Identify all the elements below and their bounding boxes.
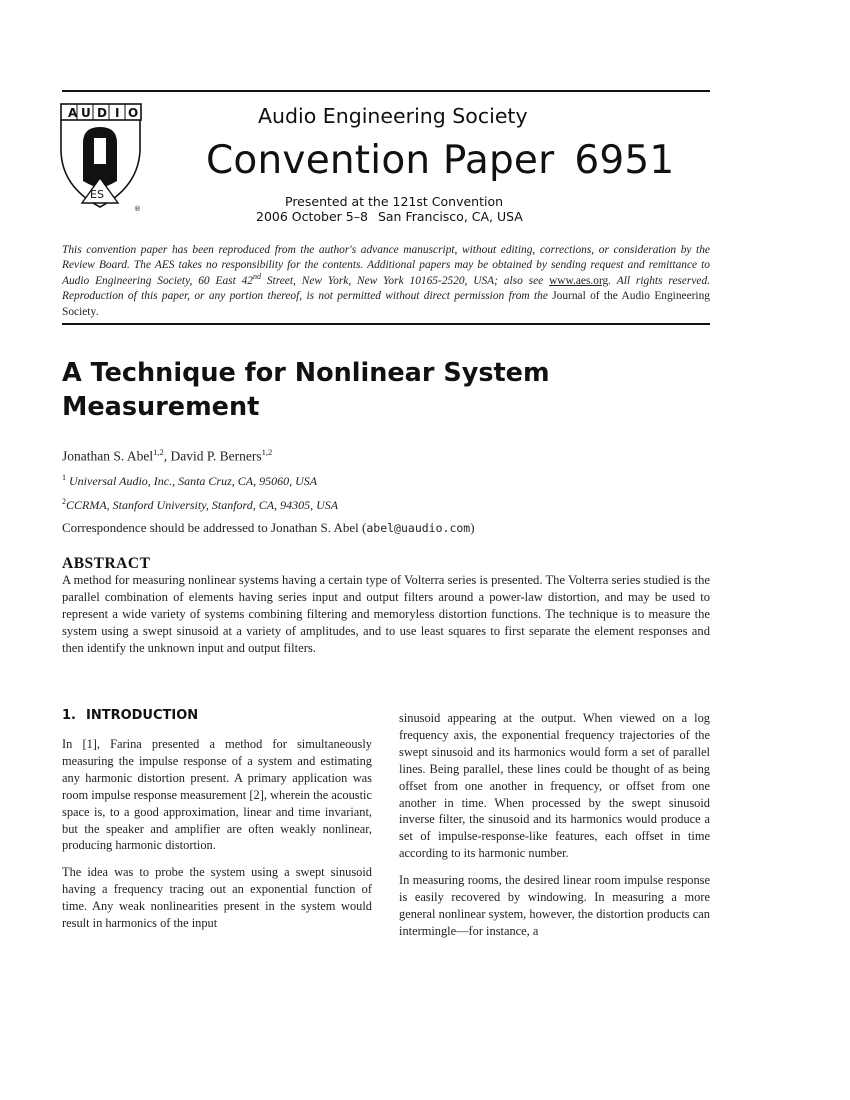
convention-paper-title [206, 138, 674, 183]
header-bottom-rule [62, 323, 710, 325]
abstract-text: A method for measuring nonlinear systems having a certain type of Volterra series is presented. The Volterra series studied is the parallel combination of elements having series input and output filters around a power-law distortion, and may be used to represent a wide variety of systems combining filtering and memoryless distortion functions. The technique is to measure the system using a swept sinusoid at a variety of amplitudes, and to use least squares to first separate the element responses and then identify the unknown input and output filters. [62, 573, 710, 656]
paper-number: 6951 [574, 138, 675, 183]
section-title: INTRODUCTION [85, 708, 199, 723]
paper-title-line-1: A Technique for Nonlinear System [62, 358, 550, 388]
logo-letter-a: A [68, 106, 78, 120]
author-1: Jonathan S. Abel [62, 448, 154, 464]
aes-logo-graphic [60, 103, 142, 215]
presented-line: Presented at the 121st Convention [285, 194, 504, 209]
disclaimer-line-5-end: . [96, 305, 100, 318]
author-1-affil: 1,2 [153, 447, 164, 457]
correspondence [62, 520, 475, 536]
paper-type: Convention Paper [206, 138, 555, 183]
logo-letter-d: D [97, 106, 107, 120]
logo-letter-u: U [81, 106, 91, 120]
aes-website-link[interactable]: www.aes.org [549, 274, 609, 287]
disclaimer-line-5: not permitted without direct permission from the [318, 290, 553, 303]
correspondence-text: Correspondence should be addressed to Jonathan S. Abel ( [62, 520, 367, 535]
ordinal-superscript: nd [253, 272, 261, 282]
section-heading-introduction [62, 708, 198, 723]
paper-title [62, 356, 702, 424]
affiliation-1-text: Universal Audio, Inc., Santa Cruz, CA, 95060, USA [69, 474, 318, 488]
disclaimer-line-2: consideration by the Review Board. The AES takes no responsibility for the contents. Additional papers may be [62, 244, 710, 272]
correspondence-end: ) [470, 520, 475, 535]
author-2-affil: 1,2 [261, 447, 273, 457]
author-2: David P. Berners [170, 448, 262, 464]
disclaimer-line-4: 10165-2520, USA; also see [409, 274, 550, 287]
intro-paragraph-1: In [1], Farina presented a method for simultaneously measuring the impulse response of a system and estimating any harmonic distortion present. A primary application was room impulse response measurement [2], wherein the acoustic space is, to a good approximation, linear and time invariant, but the speaker and amplifier are often weakly nonlinear, producing harmonic distortion. [62, 737, 372, 853]
abstract-heading: ABSTRACT [62, 555, 151, 572]
affiliation-2 [62, 497, 338, 513]
affiliation-1 [62, 473, 317, 489]
section-number: 1. [62, 708, 76, 723]
affiliation-2-text: CCRMA, Stanford University, Stanford, CA, 94305, USA [66, 498, 339, 512]
journal-name: Journal of the Audio Engineering Society [62, 290, 710, 318]
logo-letter-i: I [115, 106, 120, 120]
intro-paragraph-4: In measuring rooms, the desired linear room impulse response is easily recovered by windowing. In measuring a more general nonlinear system, however, the distortion products can intermingle—for instance, a [399, 873, 710, 938]
intro-paragraph-2: The idea was to probe the system using a swept sinusoid having a frequency tracing out an exponential function of time. Any weak nonlinearities present in the system would result in harmonics of the input [62, 865, 372, 931]
aes-logo [60, 103, 142, 215]
logo-letter-o: O [128, 106, 139, 120]
header-top-rule [62, 90, 710, 92]
disclaimer-line-1: This convention paper has been reproduced from the author's advance manuscript, without editing, corrections, or [62, 244, 609, 256]
logo-badge-text: ES [90, 188, 104, 201]
disclaimer-line-4-end: . All rights reserved. Reproduction of this paper, or any portion thereof, is [62, 274, 710, 303]
disclaimer-line-3-end: Street, New York, New York [261, 274, 404, 287]
intro-column-left [62, 736, 372, 942]
author-separator: , [163, 448, 171, 464]
convention-location: San Francisco, CA, USA [377, 209, 523, 224]
registered-mark: ® [134, 205, 141, 213]
intro-paragraph-3: sinusoid appearing at the output. When viewed on a log frequency axis, the exponential frequency trajectories of the swept sinusoid and its harmonics would form a set of parallel lines. Being parallel, these lines could be thought of as being offset from one another in frequency, or offset from one another in time. When processed by the swept sinusoid inverse filter, the sinusoid and its harmonics would produce a set of impulse-response-like features, each offset in time according to its harmonic number. [399, 711, 710, 861]
intro-column-right [399, 710, 710, 950]
author-list [62, 447, 272, 465]
correspondence-email[interactable]: abel@uaudio.com [366, 521, 471, 535]
disclaimer [62, 243, 710, 320]
society-name: Audio Engineering Society [258, 104, 528, 128]
affiliation-1-number: 1 [62, 473, 66, 482]
paper-title-line-2: Measurement [62, 392, 260, 422]
convention-date: 2006 October 5–8 [256, 209, 368, 224]
date-location-line [256, 209, 523, 224]
disclaimer-line-3: obtained by sending request and remittance to Audio Engineering Society, 60 East 42 [62, 259, 710, 287]
affiliation-2-number: 2 [62, 497, 66, 506]
